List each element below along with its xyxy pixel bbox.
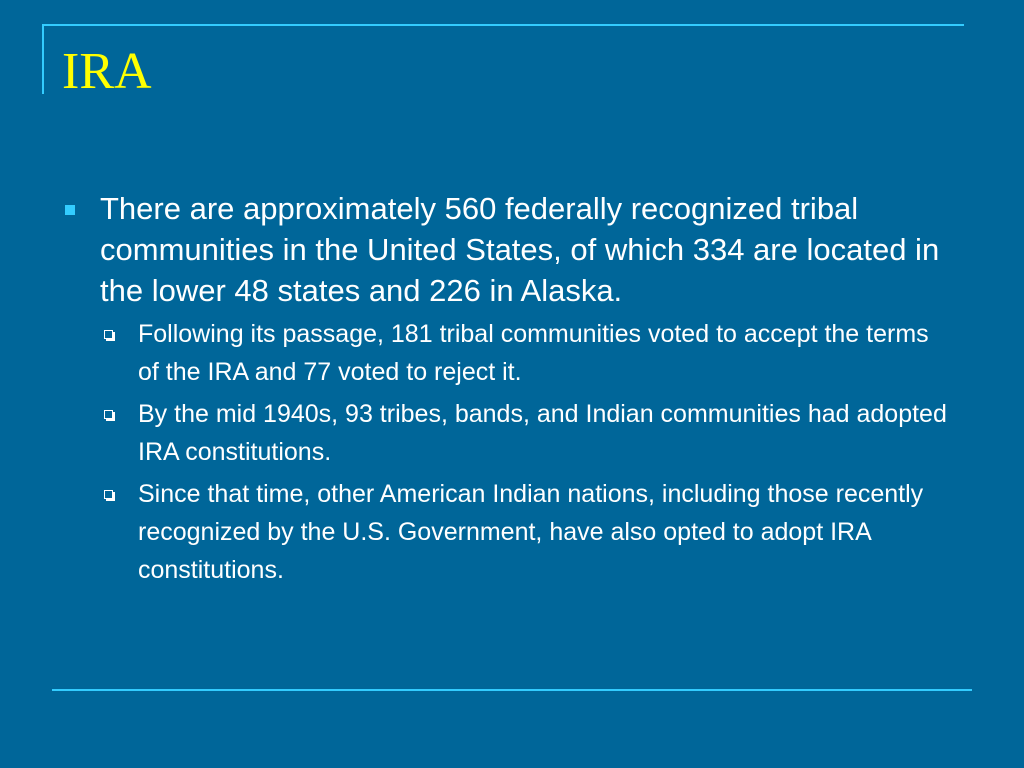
hollow-square-bullet-icon — [104, 330, 113, 339]
square-bullet-icon — [65, 205, 75, 215]
bottom-accent-line — [52, 689, 972, 691]
hollow-square-bullet-icon — [104, 410, 113, 419]
sub-bullet-text: Following its passage, 181 tribal communities voted to accept the terms of the IRA and 77 voted to reject it. — [138, 320, 929, 386]
main-bullet — [60, 188, 980, 311]
sub-bullet-text: Since that time, other American Indian nations, including those recently recognized by the U.S. Government, have also opted to adopt IRA constitutions. — [138, 480, 924, 584]
sub-bullet-2 — [60, 395, 948, 471]
slide-title: IRA — [62, 43, 152, 100]
left-accent-line — [42, 24, 44, 94]
hollow-square-bullet-icon — [104, 490, 113, 499]
sub-bullet-text: By the mid 1940s, 93 tribes, bands, and Indian communities had adopted IRA constitutions. — [138, 400, 947, 466]
slide-body — [60, 188, 980, 593]
sub-bullet-1 — [60, 315, 948, 391]
top-accent-line — [42, 24, 964, 26]
main-bullet-text: There are approximately 560 federally recognized tribal communities in the United States, of which 334 are located in the lower 48 states and 226 in Alaska. — [100, 191, 940, 308]
sub-bullet-3 — [60, 475, 948, 589]
